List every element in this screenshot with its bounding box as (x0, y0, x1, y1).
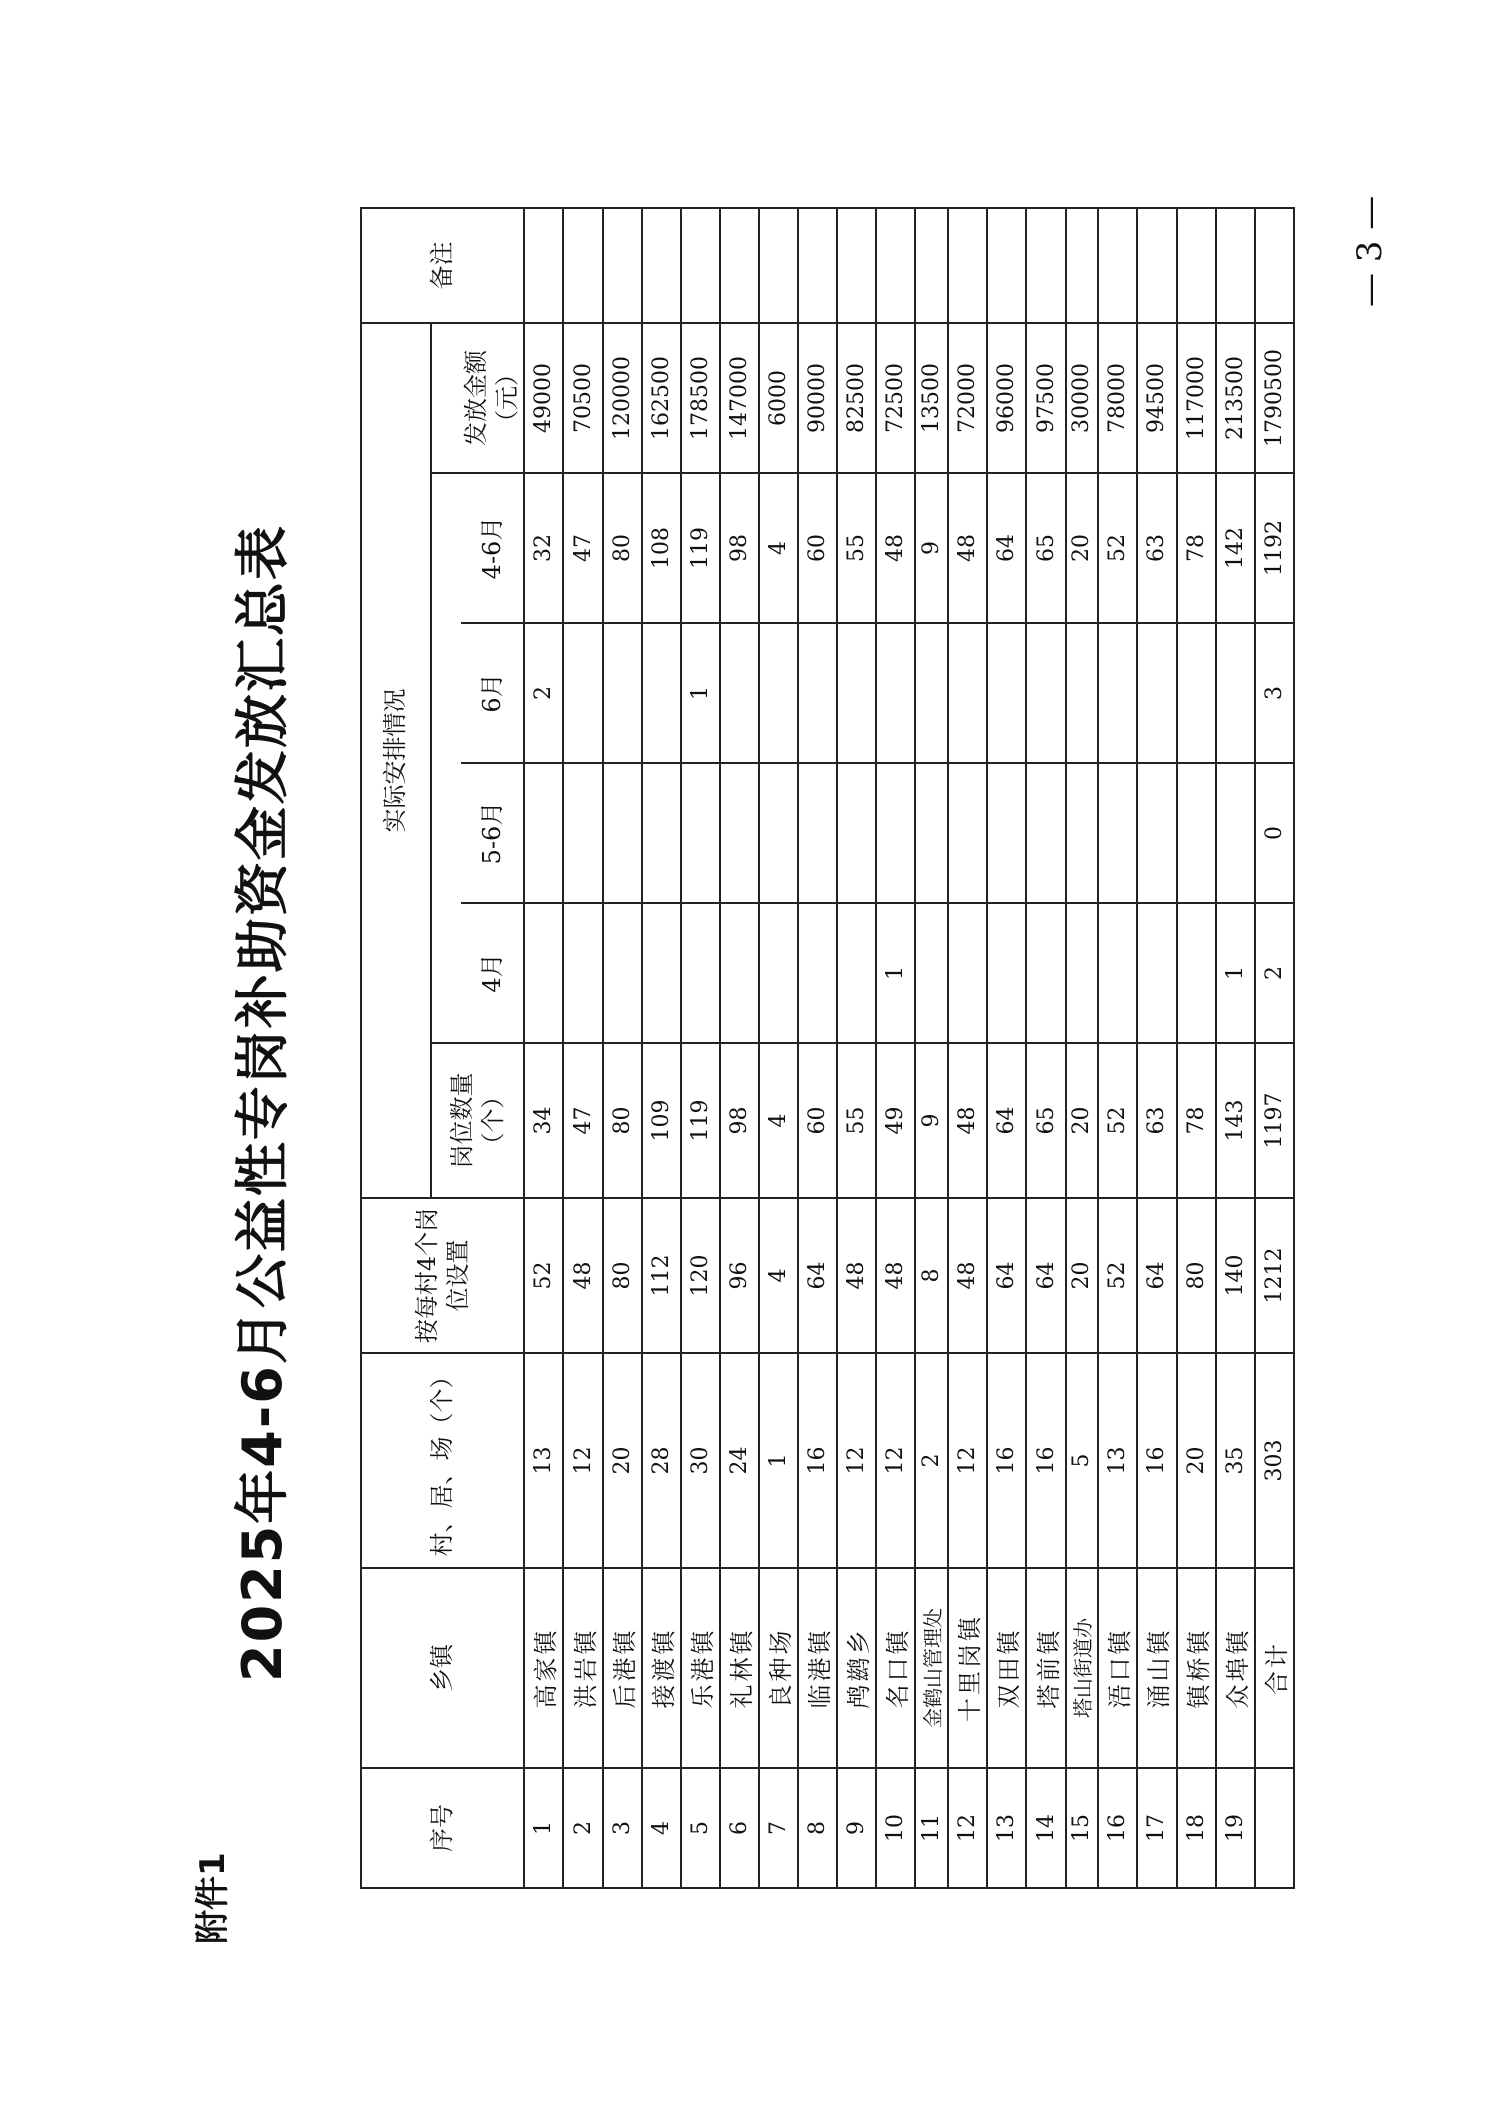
cell-amount: 90000 (798, 323, 837, 473)
cell-villages: 20 (603, 1353, 642, 1568)
cell-villages: 28 (642, 1353, 681, 1568)
table-body (524, 208, 1294, 1888)
cell-positions: 47 (563, 1043, 602, 1198)
cell-setting: 64 (798, 1198, 837, 1353)
cell-town: 良种场 (759, 1568, 798, 1768)
header-spacer (431, 623, 461, 763)
cell-may-jun (948, 763, 987, 903)
cell-remark (1098, 208, 1137, 323)
cell-remark (1137, 208, 1176, 323)
cell-may-jun (837, 763, 876, 903)
cell-apr-jun: 4 (759, 473, 798, 623)
cell-apr-jun: 64 (987, 473, 1026, 623)
cell-may-jun: 0 (1255, 763, 1294, 903)
cell-positions: 55 (837, 1043, 876, 1198)
table-row (1098, 208, 1137, 1888)
cell-apr (915, 903, 948, 1043)
cell-may-jun (876, 763, 915, 903)
cell-may-jun (1216, 763, 1255, 903)
table-row (681, 208, 720, 1888)
cell-jun: 1 (681, 623, 720, 763)
cell-positions: 98 (720, 1043, 759, 1198)
cell-amount: 6000 (759, 323, 798, 473)
cell-villages: 16 (798, 1353, 837, 1568)
cell-no: 3 (603, 1768, 642, 1888)
cell-may-jun (1026, 763, 1065, 903)
cell-apr (759, 903, 798, 1043)
cell-amount: 82500 (837, 323, 876, 473)
header-jun: 6月 (461, 623, 524, 763)
cell-jun (1216, 623, 1255, 763)
cell-positions: 78 (1177, 1043, 1216, 1198)
cell-may-jun (1137, 763, 1176, 903)
table-row (603, 208, 642, 1888)
cell-apr (563, 903, 602, 1043)
cell-setting: 120 (681, 1198, 720, 1353)
cell-apr: 1 (876, 903, 915, 1043)
cell-apr (642, 903, 681, 1043)
cell-villages: 303 (1255, 1353, 1294, 1568)
cell-jun (720, 623, 759, 763)
cell-amount: 178500 (681, 323, 720, 473)
cell-villages: 16 (1137, 1353, 1176, 1568)
cell-villages: 12 (948, 1353, 987, 1568)
cell-positions: 80 (603, 1043, 642, 1198)
cell-remark (759, 208, 798, 323)
cell-may-jun (642, 763, 681, 903)
cell-amount: 70500 (563, 323, 602, 473)
table-row (642, 208, 681, 1888)
cell-town: 高家镇 (524, 1568, 563, 1768)
header-actual: 实际安排情况 (361, 323, 431, 1198)
cell-positions: 34 (524, 1043, 563, 1198)
cell-villages: 16 (987, 1353, 1026, 1568)
cell-jun (987, 623, 1026, 763)
cell-no: 6 (720, 1768, 759, 1888)
cell-apr-jun: 63 (1137, 473, 1176, 623)
cell-jun (603, 623, 642, 763)
table-row (1066, 208, 1099, 1888)
table-row (1216, 208, 1255, 1888)
header-villages: 村、居、场（个） (361, 1353, 524, 1568)
table-row (798, 208, 837, 1888)
cell-no: 1 (524, 1768, 563, 1888)
cell-apr (1177, 903, 1216, 1043)
cell-amount: 162500 (642, 323, 681, 473)
cell-villages: 12 (837, 1353, 876, 1568)
cell-setting: 8 (915, 1198, 948, 1353)
cell-setting: 80 (1177, 1198, 1216, 1353)
cell-apr (1026, 903, 1065, 1043)
header-spacer (431, 903, 461, 1043)
cell-no: 12 (948, 1768, 987, 1888)
cell-positions: 9 (915, 1043, 948, 1198)
header-no: 序号 (361, 1768, 524, 1888)
cell-may-jun (720, 763, 759, 903)
cell-jun (759, 623, 798, 763)
cell-may-jun (681, 763, 720, 903)
cell-town: 塔前镇 (1026, 1568, 1065, 1768)
cell-amount: 30000 (1066, 323, 1099, 473)
table-row (1177, 208, 1216, 1888)
document-title: 2025年4-6月公益性专岗补助资金发放汇总表 (231, 524, 294, 1682)
cell-setting: 80 (603, 1198, 642, 1353)
cell-jun (1066, 623, 1099, 763)
cell-positions: 63 (1137, 1043, 1176, 1198)
cell-no: 7 (759, 1768, 798, 1888)
cell-jun: 2 (524, 623, 563, 763)
cell-setting: 52 (524, 1198, 563, 1353)
cell-remark (876, 208, 915, 323)
cell-apr (987, 903, 1026, 1043)
cell-apr-jun: 55 (837, 473, 876, 623)
page-number: — 3 — (1350, 195, 1390, 307)
table-row (837, 208, 876, 1888)
cell-villages: 13 (1098, 1353, 1137, 1568)
cell-amount: 97500 (1026, 323, 1065, 473)
cell-villages: 13 (524, 1353, 563, 1568)
cell-no: 17 (1137, 1768, 1176, 1888)
cell-apr (524, 903, 563, 1043)
cell-villages: 12 (876, 1353, 915, 1568)
cell-setting: 48 (948, 1198, 987, 1353)
cell-may-jun (915, 763, 948, 903)
table-row (915, 208, 948, 1888)
header-row-1 (361, 208, 431, 1888)
cell-no (1255, 1768, 1294, 1888)
cell-amount: 117000 (1177, 323, 1216, 473)
cell-setting: 48 (876, 1198, 915, 1353)
cell-villages: 35 (1216, 1353, 1255, 1568)
cell-apr (837, 903, 876, 1043)
cell-jun (798, 623, 837, 763)
cell-villages: 5 (1066, 1353, 1099, 1568)
cell-positions: 49 (876, 1043, 915, 1198)
cell-town: 洪岩镇 (563, 1568, 602, 1768)
cell-no: 19 (1216, 1768, 1255, 1888)
cell-jun (948, 623, 987, 763)
cell-remark (1066, 208, 1099, 323)
cell-amount: 49000 (524, 323, 563, 473)
cell-apr-jun: 119 (681, 473, 720, 623)
cell-jun (1137, 623, 1176, 763)
cell-apr-jun: 20 (1066, 473, 1099, 623)
cell-apr-jun: 65 (1026, 473, 1065, 623)
cell-setting: 48 (837, 1198, 876, 1353)
header-town: 乡镇 (361, 1568, 524, 1768)
cell-remark (1255, 208, 1294, 323)
cell-apr-jun: 142 (1216, 473, 1255, 623)
cell-remark (524, 208, 563, 323)
cell-villages: 12 (563, 1353, 602, 1568)
cell-may-jun (603, 763, 642, 903)
total-row (1255, 208, 1294, 1888)
cell-no: 18 (1177, 1768, 1216, 1888)
table-row (563, 208, 602, 1888)
cell-may-jun (987, 763, 1026, 903)
cell-villages: 16 (1026, 1353, 1065, 1568)
cell-may-jun (1177, 763, 1216, 903)
cell-positions: 143 (1216, 1043, 1255, 1198)
cell-remark (681, 208, 720, 323)
table-row (759, 208, 798, 1888)
cell-town: 涌山镇 (1137, 1568, 1176, 1768)
table-row (948, 208, 987, 1888)
cell-no: 13 (987, 1768, 1026, 1888)
cell-setting: 140 (1216, 1198, 1255, 1353)
cell-apr (798, 903, 837, 1043)
cell-positions: 60 (798, 1043, 837, 1198)
table-row (876, 208, 915, 1888)
cell-apr (681, 903, 720, 1043)
cell-apr (1066, 903, 1099, 1043)
cell-apr (603, 903, 642, 1043)
cell-amount: 78000 (1098, 323, 1137, 473)
cell-apr-jun: 78 (1177, 473, 1216, 623)
cell-no: 14 (1026, 1768, 1065, 1888)
cell-setting: 4 (759, 1198, 798, 1353)
cell-may-jun (798, 763, 837, 903)
cell-positions: 48 (948, 1043, 987, 1198)
cell-positions: 4 (759, 1043, 798, 1198)
cell-amount: 72500 (876, 323, 915, 473)
cell-no: 2 (563, 1768, 602, 1888)
cell-town: 后港镇 (603, 1568, 642, 1768)
table-row (1137, 208, 1176, 1888)
cell-no: 16 (1098, 1768, 1137, 1888)
cell-town: 合计 (1255, 1568, 1294, 1768)
cell-amount: 94500 (1137, 323, 1176, 473)
cell-apr-jun: 47 (563, 473, 602, 623)
cell-apr-jun: 9 (915, 473, 948, 623)
cell-apr-jun: 108 (642, 473, 681, 623)
cell-setting: 112 (642, 1198, 681, 1353)
cell-setting: 64 (1026, 1198, 1065, 1353)
cell-jun (1098, 623, 1137, 763)
cell-remark (915, 208, 948, 323)
cell-town: 乐港镇 (681, 1568, 720, 1768)
cell-may-jun (563, 763, 602, 903)
cell-apr (948, 903, 987, 1043)
cell-remark (987, 208, 1026, 323)
cell-town: 十里岗镇 (948, 1568, 987, 1768)
cell-town: 接渡镇 (642, 1568, 681, 1768)
cell-apr-jun: 48 (948, 473, 987, 623)
cell-remark (642, 208, 681, 323)
cell-remark (603, 208, 642, 323)
header-remark: 备注 (361, 208, 524, 323)
cell-town: 金鹤山管理处 (915, 1568, 948, 1768)
cell-amount: 147000 (720, 323, 759, 473)
cell-villages: 2 (915, 1353, 948, 1568)
cell-apr-jun: 48 (876, 473, 915, 623)
cell-setting: 52 (1098, 1198, 1137, 1353)
cell-amount: 72000 (948, 323, 987, 473)
cell-apr-jun: 80 (603, 473, 642, 623)
cell-setting: 20 (1066, 1198, 1099, 1353)
cell-town: 临港镇 (798, 1568, 837, 1768)
attachment-label: 附件1 (193, 1852, 233, 1944)
table-row (720, 208, 759, 1888)
cell-apr: 1 (1216, 903, 1255, 1043)
header-spacer (431, 763, 461, 903)
cell-apr-jun: 52 (1098, 473, 1137, 623)
cell-jun: 3 (1255, 623, 1294, 763)
cell-positions: 64 (987, 1043, 1026, 1198)
cell-setting: 64 (987, 1198, 1026, 1353)
cell-remark (1026, 208, 1065, 323)
cell-positions: 20 (1066, 1043, 1099, 1198)
header-may-jun: 5-6月 (461, 763, 524, 903)
cell-town: 鸬鹚乡 (837, 1568, 876, 1768)
table-row (1026, 208, 1065, 1888)
cell-positions: 119 (681, 1043, 720, 1198)
cell-town: 名口镇 (876, 1568, 915, 1768)
cell-no: 11 (915, 1768, 948, 1888)
cell-no: 15 (1066, 1768, 1099, 1888)
cell-amount: 120000 (603, 323, 642, 473)
cell-town: 双田镇 (987, 1568, 1026, 1768)
cell-jun (1026, 623, 1065, 763)
cell-positions: 1197 (1255, 1043, 1294, 1198)
cell-jun (563, 623, 602, 763)
cell-no: 10 (876, 1768, 915, 1888)
cell-villages: 1 (759, 1353, 798, 1568)
header-amount: 发放金额（元） (461, 323, 524, 473)
cell-apr-jun: 98 (720, 473, 759, 623)
table-row (987, 208, 1026, 1888)
cell-setting: 48 (563, 1198, 602, 1353)
cell-amount: 213500 (1216, 323, 1255, 473)
cell-apr-jun: 32 (524, 473, 563, 623)
cell-remark (798, 208, 837, 323)
cell-remark (837, 208, 876, 323)
table-row (524, 208, 563, 1888)
cell-apr: 2 (1255, 903, 1294, 1043)
cell-setting: 64 (1137, 1198, 1176, 1353)
cell-no: 5 (681, 1768, 720, 1888)
cell-positions: 109 (642, 1043, 681, 1198)
header-positions: 岗位数量（个） (431, 1043, 524, 1198)
cell-may-jun (759, 763, 798, 903)
cell-amount: 96000 (987, 323, 1026, 473)
cell-remark (948, 208, 987, 323)
cell-may-jun (524, 763, 563, 903)
cell-may-jun (1098, 763, 1137, 903)
cell-villages: 20 (1177, 1353, 1216, 1568)
cell-town: 礼林镇 (720, 1568, 759, 1768)
subsidy-summary-table (360, 207, 1295, 1889)
cell-jun (1177, 623, 1216, 763)
cell-apr (720, 903, 759, 1043)
cell-town: 镇桥镇 (1177, 1568, 1216, 1768)
cell-amount: 13500 (915, 323, 948, 473)
cell-setting: 1212 (1255, 1198, 1294, 1353)
cell-remark (720, 208, 759, 323)
cell-may-jun (1066, 763, 1099, 903)
cell-remark (1177, 208, 1216, 323)
cell-apr (1137, 903, 1176, 1043)
cell-villages: 30 (681, 1353, 720, 1568)
cell-town: 塔山街道办 (1066, 1568, 1099, 1768)
cell-remark (1216, 208, 1255, 323)
cell-setting: 96 (720, 1198, 759, 1353)
header-apr: 4月 (461, 903, 524, 1043)
cell-no: 9 (837, 1768, 876, 1888)
cell-town: 众埠镇 (1216, 1568, 1255, 1768)
cell-amount: 1790500 (1255, 323, 1294, 473)
cell-jun (876, 623, 915, 763)
cell-no: 8 (798, 1768, 837, 1888)
cell-remark (563, 208, 602, 323)
cell-town: 浯口镇 (1098, 1568, 1137, 1768)
cell-jun (837, 623, 876, 763)
cell-jun (642, 623, 681, 763)
cell-positions: 65 (1026, 1043, 1065, 1198)
cell-jun (915, 623, 948, 763)
cell-no: 4 (642, 1768, 681, 1888)
header-apr-jun: 4-6月 (461, 473, 524, 623)
cell-positions: 52 (1098, 1043, 1137, 1198)
cell-apr-jun: 60 (798, 473, 837, 623)
cell-apr (1098, 903, 1137, 1043)
cell-apr-jun: 1192 (1255, 473, 1294, 623)
cell-villages: 24 (720, 1353, 759, 1568)
header-spacer (431, 473, 461, 623)
header-setting: 按每村4个岗位设置 (361, 1198, 524, 1353)
